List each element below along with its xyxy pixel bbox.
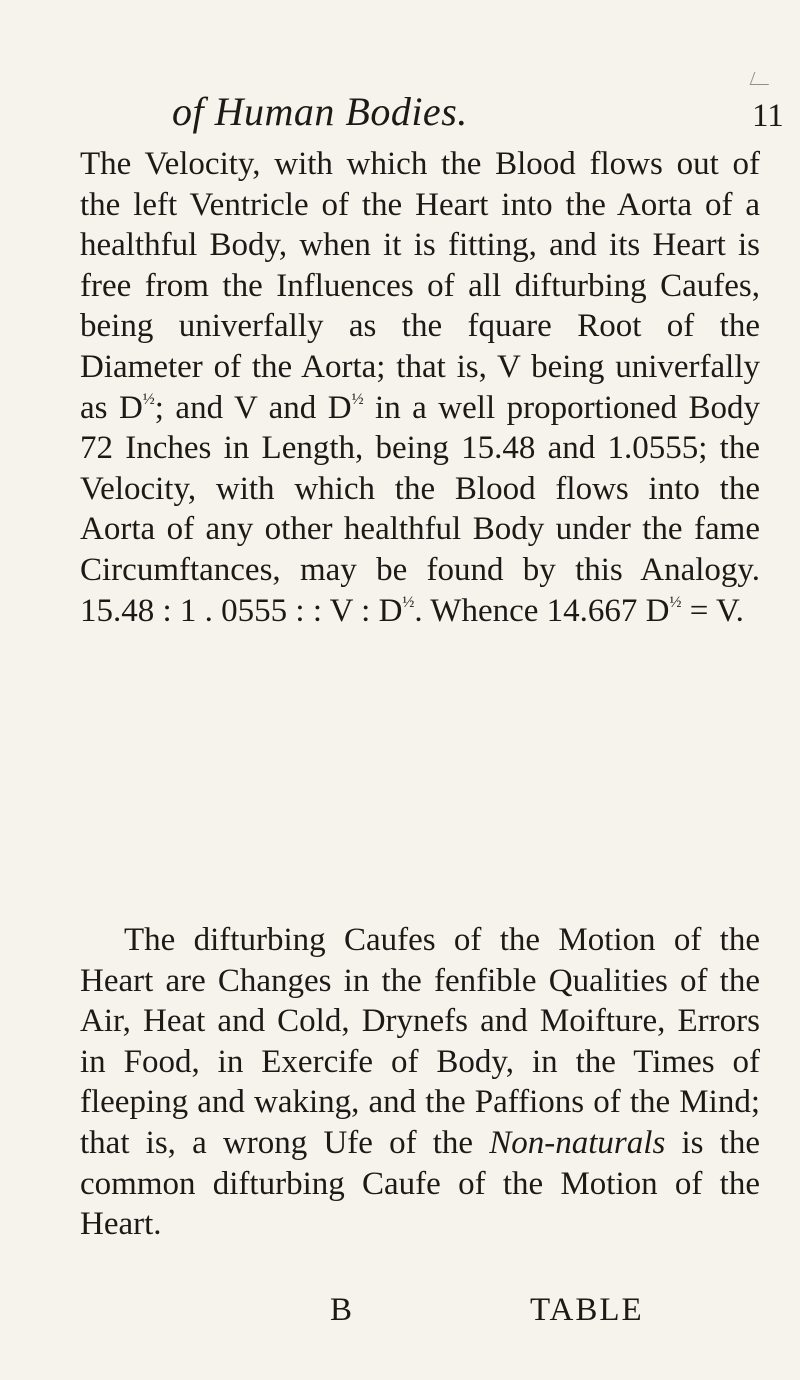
signature-mark: B xyxy=(330,1292,353,1328)
exponent-half: ½ xyxy=(402,593,415,611)
paragraph-disturbing-causes xyxy=(80,920,760,1245)
page-number: 11 xyxy=(752,98,784,134)
paragraph-velocity xyxy=(80,144,760,631)
paragraph-text: The difturbing Caufes of the Motion of the Heart are Changes in the fenfible Qualities of the Air, Heat and Cold, Drynefs and Moifture, Errors in Food, in Exercife of Body, in the Times of fleeping and waking, and the Paffions of the Mind; that is, a wrong Ufe of the xyxy=(80,922,760,1161)
paragraph-text: is the common difturbing Caufe of the Motion of the Heart. xyxy=(80,1124,760,1243)
exponent-half: ½ xyxy=(142,390,155,408)
paragraph-text: . Whence 14.667 D xyxy=(414,592,670,629)
paragraph-text: in a well proportioned Body 72 Inches in Length, being 15.48 and 1.0555; the Velocity, with which the Blood flows into the Aorta of any other healthful Body under the fame Circumftances, may be found by this Analogy. 15.48 : 1 . 0555 : : V : D xyxy=(80,389,761,629)
exponent-half: ½ xyxy=(669,593,682,611)
italic-term: Non-naturals xyxy=(489,1124,666,1161)
catchword: TABLE xyxy=(530,1292,644,1328)
exponent-half: ½ xyxy=(351,390,364,408)
corner-mark xyxy=(750,72,774,85)
paragraph-text: = V. xyxy=(681,592,744,629)
running-header-title: of Human Bodies. xyxy=(172,89,468,134)
paragraph-text: The Velocity, with which the Blood flows out of the left Ventricle of the Heart into the Aorta of a healthful Body, when it is fitting, and its Heart is free from the Influences of all difturbing Caufes, being univerfally as the fquare Root of the Diameter of the Aorta; that is, V being univerfally as D xyxy=(80,146,760,426)
paragraph-text: ; and V and D xyxy=(154,389,352,426)
